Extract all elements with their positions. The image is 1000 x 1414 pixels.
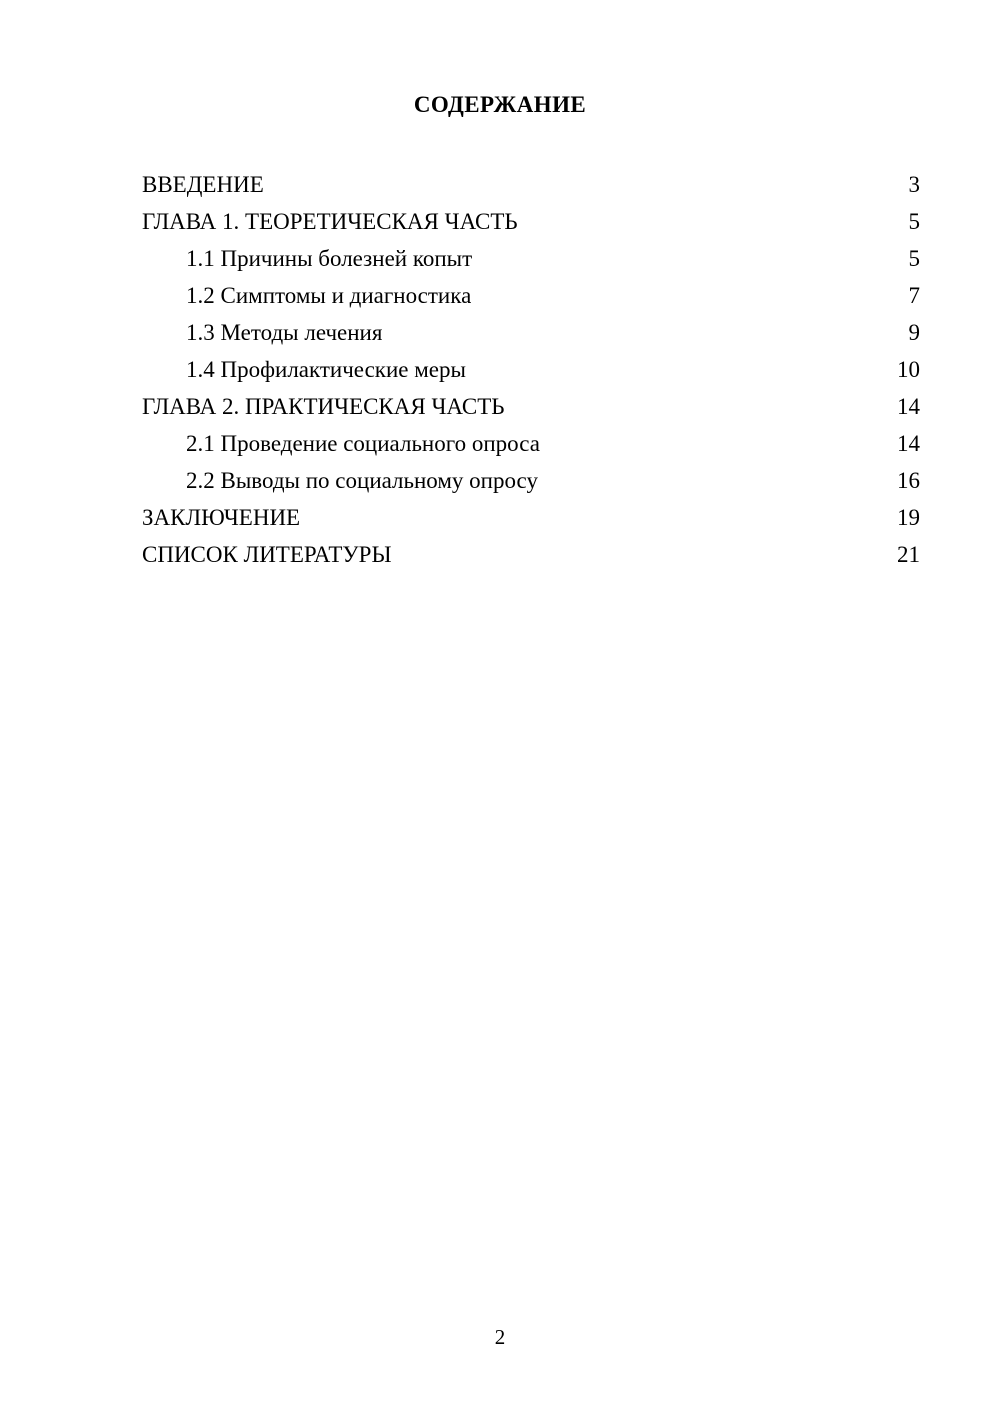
toc-entry-page: 5 (908, 246, 920, 271)
toc-entry-label: 1.3 Методы лечения (186, 320, 383, 345)
page-title: СОДЕРЖАНИЕ (413, 92, 587, 117)
toc-entry[interactable] (142, 277, 920, 314)
toc-entry-page: 14 (897, 394, 920, 419)
toc-entry-label: 1.2 Симптомы и диагностика (186, 283, 472, 308)
toc-entry-page: 7 (908, 283, 920, 308)
table-of-contents (142, 166, 920, 573)
toc-entry-page: 21 (897, 542, 920, 567)
toc-entry-label: СПИСОК ЛИТЕРАТУРЫ (142, 542, 392, 567)
toc-entry[interactable] (142, 388, 920, 425)
toc-entry[interactable] (142, 203, 920, 240)
toc-entry-page: 9 (908, 320, 920, 345)
toc-entry-label: ГЛАВА 2. ПРАКТИЧЕСКАЯ ЧАСТЬ (142, 394, 505, 419)
toc-entry[interactable] (142, 425, 920, 462)
toc-entry-label: 1.1 Причины болезней копыт (186, 246, 473, 271)
toc-entry-label: ЗАКЛЮЧЕНИЕ (142, 505, 301, 530)
toc-entry[interactable] (142, 536, 920, 573)
toc-entry[interactable] (142, 166, 920, 203)
toc-entry-label: 2.1 Проведение социального опроса (186, 431, 540, 456)
toc-entry-label: 1.4 Профилактические меры (186, 357, 466, 382)
toc-entry-label: 2.2 Выводы по социальному опросу (186, 468, 538, 493)
toc-entry-page: 14 (897, 431, 920, 456)
toc-entry-label: ВВЕДЕНИЕ (142, 172, 264, 197)
toc-entry[interactable] (142, 314, 920, 351)
toc-entry-label: ГЛАВА 1. ТЕОРЕТИЧЕСКАЯ ЧАСТЬ (142, 209, 518, 234)
toc-entry-page: 16 (897, 468, 920, 493)
toc-entry-page: 3 (908, 172, 920, 197)
page-number: 2 (494, 1325, 506, 1349)
toc-entry-page: 10 (897, 357, 920, 382)
toc-entry[interactable] (142, 462, 920, 499)
toc-entry-page: 19 (897, 505, 920, 530)
toc-entry[interactable] (142, 240, 920, 277)
toc-entry[interactable] (142, 351, 920, 388)
toc-entry-page: 5 (908, 209, 920, 234)
toc-entry[interactable] (142, 499, 920, 536)
